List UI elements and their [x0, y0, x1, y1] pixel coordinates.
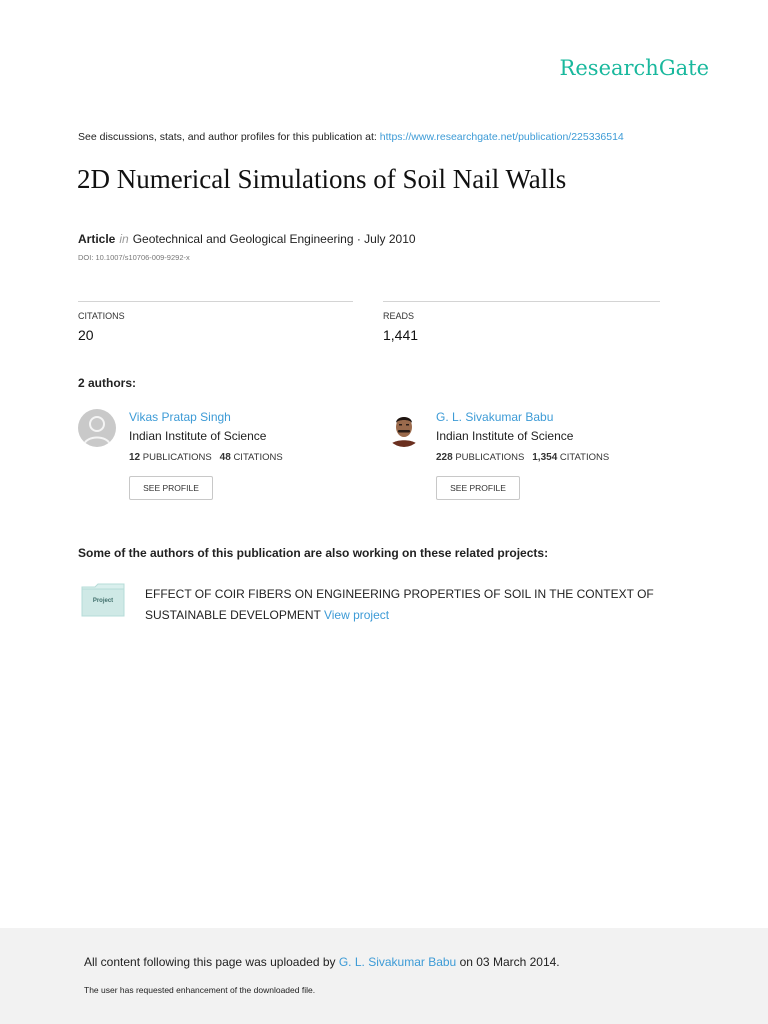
author-citations-count: 48 — [219, 452, 231, 463]
upload-suffix: on 03 March 2014. — [459, 955, 560, 969]
author-stats — [129, 452, 283, 463]
publication-url-link[interactable]: https://www.researchgate.net/publication/225336514 — [379, 131, 624, 143]
author-institution: Indian Institute of Science — [129, 429, 267, 443]
enhancement-note: The user has requested enhancement of the downloaded file. — [84, 985, 316, 995]
citations-value: 20 — [78, 327, 94, 343]
author-stats — [436, 452, 609, 463]
project-title: EFFECT OF COIR FIBERS ON ENGINEERING PROPERTIES OF SOIL IN THE CONTEXT OF SUSTAINABLE DEVELOPMENT — [145, 587, 654, 622]
author-citations-label: CITATIONS — [559, 452, 610, 463]
view-project-link[interactable]: View project — [323, 608, 390, 622]
doi-text: DOI: 10.1007/s10706-009-9292-x — [78, 253, 190, 262]
author-citations-label: CITATIONS — [233, 452, 283, 463]
article-type: Article — [78, 232, 116, 246]
reads-divider — [383, 301, 660, 302]
paper-meta — [78, 232, 416, 246]
author-name-link[interactable]: G. L. Sivakumar Babu — [436, 410, 554, 424]
reads-value: 1,441 — [383, 327, 419, 343]
project-item — [145, 584, 705, 626]
discussion-line — [78, 131, 624, 143]
author-institution: Indian Institute of Science — [436, 429, 574, 443]
author-publications-count: 12 — [129, 452, 141, 463]
footer-panel — [0, 928, 768, 1024]
upload-info — [84, 955, 560, 969]
author-photo-avatar[interactable] — [385, 409, 423, 447]
citations-label: CITATIONS — [78, 311, 125, 321]
venue-text: Geotechnical and Geological Engineering · July 2010 — [132, 232, 416, 246]
project-folder-icon[interactable] — [81, 583, 125, 617]
author-avatar-placeholder-icon[interactable] — [78, 409, 116, 447]
reads-label: READS — [383, 311, 415, 321]
author-publications-label: PUBLICATIONS — [455, 452, 525, 463]
project-icon-label: Project — [92, 598, 114, 604]
in-word: in — [119, 232, 129, 246]
author-name-link[interactable]: Vikas Pratap Singh — [129, 410, 231, 424]
uploader-link[interactable]: G. L. Sivakumar Babu — [338, 955, 457, 969]
related-projects-heading: Some of the authors of this publication are also working on these related projects: — [78, 546, 549, 560]
upload-prefix: All content following this page was uploaded by — [84, 955, 336, 969]
citations-divider — [78, 301, 353, 302]
see-profile-button[interactable]: SEE PROFILE — [436, 476, 520, 500]
researchgate-logo[interactable]: ResearchGate — [559, 56, 709, 80]
see-profile-button[interactable]: SEE PROFILE — [129, 476, 213, 500]
authors-heading: 2 authors: — [78, 376, 137, 390]
paper-title: 2D Numerical Simulations of Soil Nail Walls — [77, 164, 567, 194]
author-publications-label: PUBLICATIONS — [142, 452, 212, 463]
author-publications-count: 228 — [436, 452, 453, 463]
author-citations-count: 1,354 — [532, 452, 558, 463]
discussion-text: See discussions, stats, and author profiles for this publication at: — [78, 131, 377, 143]
